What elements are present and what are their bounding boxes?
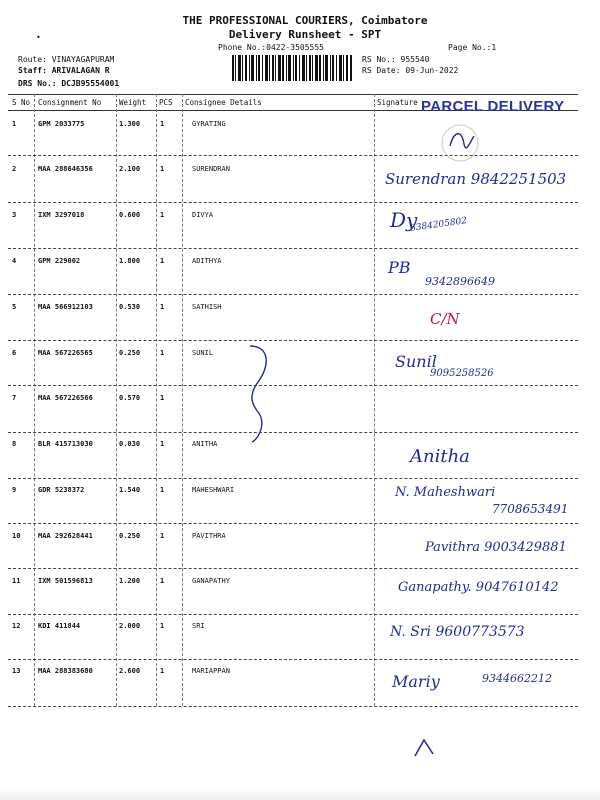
row-13-initials: Mariy bbox=[392, 672, 440, 691]
row-8-handwritten-signature: Anitha bbox=[410, 446, 470, 467]
column-header-pcs: PCS bbox=[159, 98, 173, 107]
row-10-consignee: PAVITHRA bbox=[192, 532, 226, 540]
row-3-consignee: DIVYA bbox=[192, 211, 214, 219]
row-separator bbox=[8, 385, 578, 386]
row-1-weight: 1.300 bbox=[119, 120, 141, 128]
row-11-weight: 1.200 bbox=[119, 577, 141, 585]
scan-edge bbox=[0, 788, 600, 800]
row-9-pcs: 1 bbox=[160, 486, 165, 494]
row-separator bbox=[8, 659, 578, 660]
column-header-signature: Signature bbox=[377, 98, 418, 107]
row-7-pcs: 1 bbox=[160, 394, 165, 402]
row-9-consignment: GDR 5238372 bbox=[38, 486, 85, 494]
company-name: THE PROFESSIONAL COURIERS, Coimbatore bbox=[182, 14, 428, 27]
row-5-weight: 0.530 bbox=[119, 303, 141, 311]
parcel-delivery-stamp: PARCEL DELIVERY bbox=[421, 98, 565, 115]
row-10-pcs: 1 bbox=[160, 532, 165, 540]
rs-number: RS No.: 955540 bbox=[362, 55, 430, 64]
row-13-consignee: MARIAPPAN bbox=[192, 667, 230, 675]
row-1-consignee: GYRATING bbox=[192, 120, 226, 128]
row-separator bbox=[8, 202, 578, 203]
row-2-handwritten-signature: Surendran 9842251503 bbox=[385, 170, 567, 188]
row-10-weight: 0.250 bbox=[119, 532, 141, 540]
row-2-weight: 2.100 bbox=[119, 165, 141, 173]
route-label: Route: VINAYAGAPURAM bbox=[18, 55, 115, 64]
row-3-consignment: IXM 3297018 bbox=[38, 211, 85, 219]
column-header-weight: Weight bbox=[119, 98, 147, 107]
row-2-pcs: 1 bbox=[160, 165, 165, 173]
row-separator bbox=[8, 294, 578, 295]
row-4-weight: 1.800 bbox=[119, 257, 141, 265]
row-separator bbox=[8, 340, 578, 341]
row-separator bbox=[8, 248, 578, 249]
row-12-weight: 2.000 bbox=[119, 622, 141, 630]
row-4-consignee: ADITHYA bbox=[192, 257, 222, 265]
row-1-pcs: 1 bbox=[160, 120, 165, 128]
row-6-consignment: MAA 567226565 bbox=[38, 349, 93, 357]
stamp-signature-mark bbox=[440, 118, 480, 168]
row-6-sno: 6 bbox=[12, 349, 17, 357]
row-12-handwritten-signature: N. Sri 9600773573 bbox=[390, 624, 525, 640]
row-9-sno: 9 bbox=[12, 486, 17, 494]
row-separator bbox=[8, 432, 578, 433]
row-1-consignment: GPM 2033775 bbox=[38, 120, 85, 128]
row-2-sno: 2 bbox=[12, 165, 17, 173]
row-6-pcs: 1 bbox=[160, 349, 165, 357]
caret-mark bbox=[412, 736, 436, 758]
row-12-consignee: SRI bbox=[192, 622, 205, 630]
row-3-handwritten-phone: 6384205802 bbox=[409, 216, 468, 234]
row-2-consignee: SURENDRAN bbox=[192, 165, 230, 173]
rs-date: RS Date: 09-Jun-2022 bbox=[362, 66, 459, 75]
row-10-consignment: MAA 292628441 bbox=[38, 532, 93, 540]
row-separator bbox=[8, 706, 578, 707]
row-8-sno: 8 bbox=[12, 440, 17, 448]
row-13-sno: 13 bbox=[12, 667, 21, 675]
row-separator bbox=[8, 523, 578, 524]
row-4-consignment: GPM 229002 bbox=[38, 257, 81, 265]
row-6-consignee: SUNIL bbox=[192, 349, 214, 357]
row-11-handwritten-signature: Ganapathy. 9047610142 bbox=[398, 580, 559, 595]
row-3-initials: Dy bbox=[390, 208, 418, 232]
row-10-sno: 10 bbox=[12, 532, 21, 540]
row-9-weight: 1.540 bbox=[119, 486, 141, 494]
row-9-handwritten-signature: N. Maheshwari bbox=[395, 485, 496, 500]
row-12-pcs: 1 bbox=[160, 622, 165, 630]
row-3-sno: 3 bbox=[12, 211, 17, 219]
column-header-consignee: Consignee Details bbox=[185, 98, 262, 107]
row-8-weight: 0.030 bbox=[119, 440, 141, 448]
barcode bbox=[232, 55, 352, 81]
row-6-handwritten-phone: 9095258526 bbox=[430, 368, 494, 379]
row-11-sno: 11 bbox=[12, 577, 21, 585]
row-12-sno: 12 bbox=[12, 622, 21, 630]
row-8-consignee: ANITHA bbox=[192, 440, 218, 448]
row-3-weight: 0.600 bbox=[119, 211, 141, 219]
row-4-initials: PB bbox=[388, 258, 411, 277]
row-9-handwritten-phone: 7708653491 bbox=[492, 502, 569, 516]
row-1-sno: 1 bbox=[12, 120, 17, 128]
row-separator bbox=[8, 478, 578, 479]
row-13-weight: 2.600 bbox=[119, 667, 141, 675]
staff-label: Staff: ARIVALAGAN R bbox=[18, 66, 110, 75]
row-4-handwritten-phone: 9342896649 bbox=[425, 275, 495, 288]
row-5-handwritten-cn-note: C/N bbox=[430, 310, 460, 328]
row-separator bbox=[8, 568, 578, 569]
column-header-sno: S No bbox=[12, 98, 31, 107]
stray-dot: • bbox=[36, 33, 41, 42]
row-5-sno: 5 bbox=[12, 303, 17, 311]
row-4-sno: 4 bbox=[12, 257, 17, 265]
row-5-consignee: SATHISH bbox=[192, 303, 222, 311]
document-title bbox=[150, 14, 460, 42]
row-9-consignee: MAHESHWARI bbox=[192, 486, 235, 494]
row-separator bbox=[8, 155, 578, 156]
row-10-handwritten-signature: Pavithra 9003429881 bbox=[425, 540, 567, 555]
row-7-weight: 0.570 bbox=[119, 394, 141, 402]
row-12-consignment: KDI 411844 bbox=[38, 622, 81, 630]
row-13-pcs: 1 bbox=[160, 667, 165, 675]
column-header-consignment: Consignment No bbox=[38, 98, 102, 107]
row-4-pcs: 1 bbox=[160, 257, 165, 265]
bracket-mark bbox=[240, 342, 280, 446]
row-5-consignment: MAA 566912103 bbox=[38, 303, 93, 311]
row-6-weight: 0.250 bbox=[119, 349, 141, 357]
page-number: Page No.:1 bbox=[448, 43, 497, 52]
row-13-handwritten-phone: 9344662212 bbox=[482, 672, 552, 685]
row-7-consignment: MAA 567226566 bbox=[38, 394, 93, 402]
row-2-consignment: MAA 288646356 bbox=[38, 165, 93, 173]
table-top-rule bbox=[8, 94, 578, 95]
row-8-consignment: BLR 415713030 bbox=[38, 440, 93, 448]
row-11-consignee: GANAPATHY bbox=[192, 577, 230, 585]
row-11-consignment: IXM 501596813 bbox=[38, 577, 93, 585]
row-7-sno: 7 bbox=[12, 394, 17, 402]
row-13-consignment: MAA 288383680 bbox=[38, 667, 93, 675]
row-5-pcs: 1 bbox=[160, 303, 165, 311]
runsheet-subtitle: Delivery Runsheet - SPT bbox=[228, 28, 382, 41]
row-6-initials: Sunil bbox=[395, 352, 437, 371]
drs-number: DRS No.: DCJB95554001 bbox=[18, 79, 120, 88]
row-3-pcs: 1 bbox=[160, 211, 165, 219]
row-8-pcs: 1 bbox=[160, 440, 165, 448]
phone-number: Phone No.:0422-3505555 bbox=[218, 43, 324, 52]
row-11-pcs: 1 bbox=[160, 577, 165, 585]
row-separator bbox=[8, 614, 578, 615]
